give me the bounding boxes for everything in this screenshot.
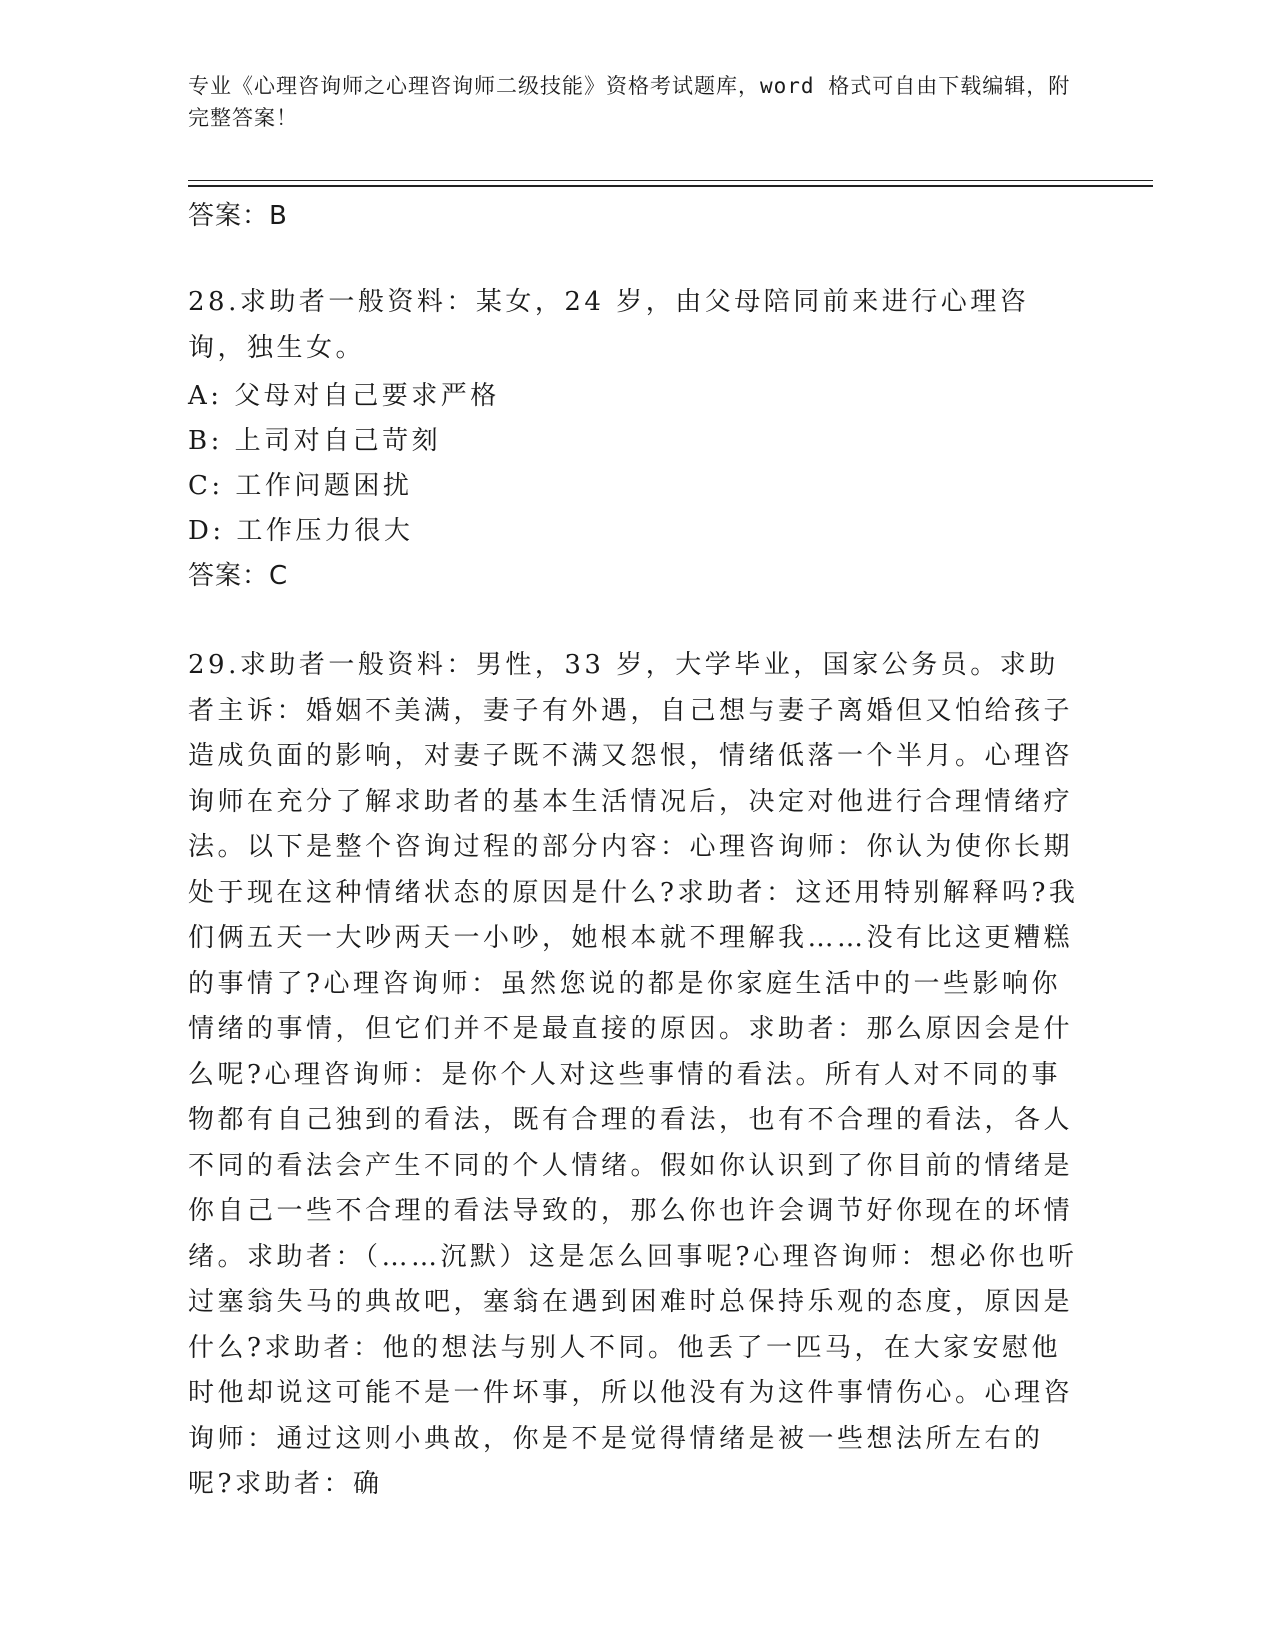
question-28-option-d: D: 工作压力很大	[188, 516, 414, 546]
header-text: 专业《心理咨询师之心理咨询师二级技能》资格考试题库，word 格式可自由下载编辑，附完整答案！	[188, 74, 1071, 130]
question-29-stem: 29.求助者一般资料：男性，33 岁，大学毕业，国家公务员。求助者主诉：婚姻不美满，妻子有外遇，自己想与妻子离婚但又怕给孩子造成负面的影响，对妻子既不满又怨恨，情绪低落一个半月。心理咨询师在充分了解求助者的基本生活情况后，决定对他进行合理情绪疗法。以下是整个咨询过程的部分内容：心理咨询师：你认为使你长期处于现在这种情绪状态的原因是什么?求助者：这还用特别解释吗?我们俩五天一大吵两天一小吵，她根本就不理解我……没有比这更糟糕的事情了?心理咨询师：虽然您说的都是你家庭生活中的一些影响你情绪的事情，但它们并不是最直接的原因。求助者：那么原因会是什么呢?心理咨询师：是你个人对这些事情的看法。所有人对不同的事物都有自己独到的看法，既有合理的看法，也有不合理的看法，各人不同的看法会产生不同的个人情绪。假如你认识到了你目前的情绪是你自己一些不合理的看法导致的，那么你也许会调节好你现在的坏情绪。求助者：（……沉默）这是怎么回事呢?心理咨询师：想必你也听过塞翁失马的典故吧，塞翁在遇到困难时总保持乐观的态度，原因是什么?求助者：他的想法与别人不同。他丢了一匹马，在大家安慰他时他却说这可能不是一件坏事，所以他没有为这件事情伤心。心理咨询师：通过这则小典故，你是不是觉得情绪是被一些想法所左右的呢?求助者：确	[188, 650, 1079, 1499]
document-header	[188, 70, 1148, 134]
question-28-stem: 28.求助者一般资料：某女，24 岁，由父母陪同前来进行心理咨询，独生女。	[188, 287, 1030, 363]
question-28-option-c: C: 工作问题困扰	[188, 471, 413, 501]
header-divider-thin	[188, 180, 1153, 181]
question-28-option-a: A: 父母对自己要求严格	[188, 381, 500, 411]
header-divider-thick	[188, 185, 1153, 187]
answer-q28: 答案：C	[188, 561, 289, 591]
answer-prev: 答案：B	[188, 201, 288, 231]
question-28-option-b: B: 上司对自己苛刻	[188, 426, 442, 456]
